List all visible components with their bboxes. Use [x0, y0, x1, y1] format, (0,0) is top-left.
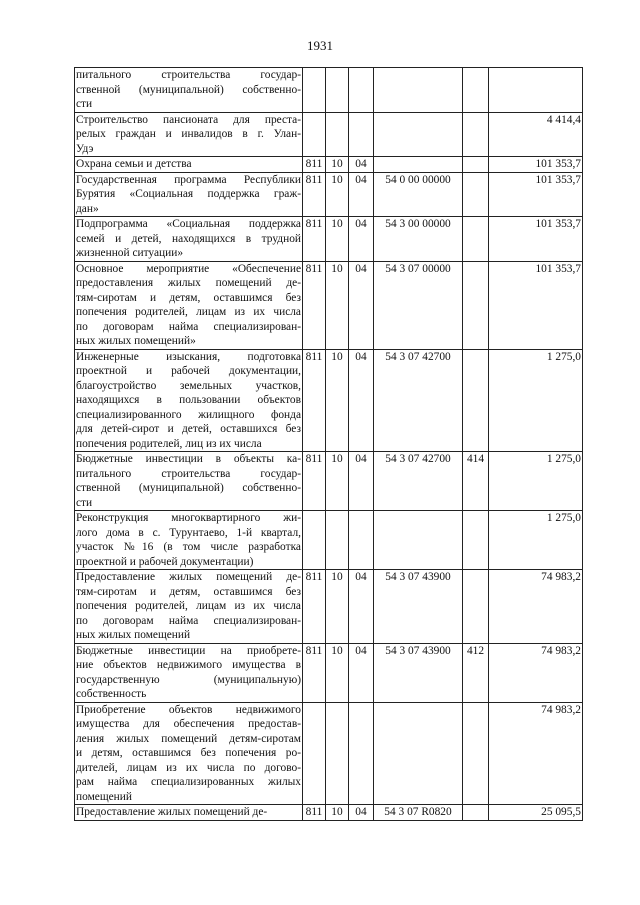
target-article-cell	[374, 511, 463, 570]
item-name-cell	[75, 452, 303, 511]
subsection-code-cell: 04	[349, 805, 374, 821]
table-row	[75, 112, 583, 157]
amount-cell: 1 275,0	[489, 452, 583, 511]
amount-cell: 101 353,7	[489, 172, 583, 217]
amount-cell: 1 275,0	[489, 511, 583, 570]
item-name-line: питального строительства государ-	[76, 467, 301, 480]
item-name-line: Предоставление жилых помещений де-	[76, 806, 268, 818]
amount-cell: 74 983,2	[489, 643, 583, 702]
section-code-cell: 10	[326, 570, 349, 644]
item-name-cell	[75, 112, 303, 157]
amount-cell	[489, 68, 583, 113]
section-code-cell: 10	[326, 172, 349, 217]
subsection-code-cell	[349, 702, 374, 805]
table-row	[75, 511, 583, 570]
admin-code-cell: 811	[303, 261, 326, 349]
item-name-line: сти	[76, 98, 93, 110]
item-name-line: дителей, лицам из их числа по догово-	[76, 761, 301, 774]
item-name-line: ных жилых помещений	[76, 629, 191, 641]
item-name-line: Подпрограмма «Социальная поддержка	[76, 218, 301, 230]
item-name-line: предоставления жилых помещений де-	[76, 277, 301, 289]
item-name-line: государственную (муниципальную)	[76, 673, 301, 686]
amount-cell: 74 983,2	[489, 570, 583, 644]
item-name-line: ственной (муниципальной) собственно-	[76, 482, 301, 494]
item-name-line: ственной (муниципальной) собственно-	[76, 83, 301, 96]
item-name-line: Предоставление жилых помещений де-	[76, 571, 301, 583]
amount-cell: 74 983,2	[489, 702, 583, 805]
expense-type-cell	[463, 68, 489, 113]
target-article-cell	[374, 157, 463, 173]
expense-type-cell	[463, 349, 489, 452]
admin-code-cell: 811	[303, 805, 326, 821]
budget-table-body	[75, 68, 583, 821]
item-name-line: ных жилых помещений»	[76, 335, 196, 347]
expense-type-cell	[463, 217, 489, 262]
admin-code-cell: 811	[303, 643, 326, 702]
subsection-code-cell: 04	[349, 157, 374, 173]
table-row	[75, 157, 583, 173]
page-number: 1931	[307, 38, 333, 53]
subsection-code-cell: 04	[349, 217, 374, 262]
section-code-cell: 10	[326, 349, 349, 452]
item-name-cell	[75, 68, 303, 113]
admin-code-cell	[303, 68, 326, 113]
section-code-cell: 10	[326, 805, 349, 821]
item-name-line: помещений	[76, 790, 132, 803]
item-name-cell	[75, 702, 303, 805]
admin-code-cell: 811	[303, 157, 326, 173]
item-name-cell	[75, 261, 303, 349]
item-name-line: имущества для обеспечения предостав-	[76, 718, 301, 730]
item-name-line: Охрана семьи и детства	[76, 158, 192, 170]
subsection-code-cell	[349, 511, 374, 570]
item-name-line: собственность	[76, 688, 147, 700]
item-name-line: проектной и рабочей документации,	[76, 365, 301, 377]
item-name-line: по договорам найма специализирован-	[76, 320, 301, 333]
target-article-cell	[374, 702, 463, 805]
item-name-line: Реконструкция многоквартирного жи-	[76, 512, 301, 524]
expense-type-cell: 412	[463, 643, 489, 702]
item-name-line: жизненной ситуации»	[76, 247, 184, 259]
item-name-line: релых граждан и инвалидов в г. Улан-	[76, 128, 301, 140]
item-name-cell	[75, 217, 303, 262]
amount-cell: 101 353,7	[489, 217, 583, 262]
section-code-cell: 10	[326, 261, 349, 349]
budget-table	[74, 67, 583, 821]
table-row	[75, 261, 583, 349]
subsection-code-cell: 04	[349, 349, 374, 452]
table-row	[75, 68, 583, 113]
subsection-code-cell	[349, 112, 374, 157]
subsection-code-cell	[349, 68, 374, 113]
table-row	[75, 805, 583, 821]
subsection-code-cell: 04	[349, 570, 374, 644]
table-row	[75, 172, 583, 217]
admin-code-cell: 811	[303, 172, 326, 217]
expense-type-cell	[463, 702, 489, 805]
item-name-cell	[75, 172, 303, 217]
section-code-cell	[326, 511, 349, 570]
section-code-cell: 10	[326, 452, 349, 511]
table-row	[75, 702, 583, 805]
item-name-line: Приобретение объектов недвижимого	[76, 703, 301, 716]
table-row	[75, 217, 583, 262]
amount-cell: 1 275,0	[489, 349, 583, 452]
admin-code-cell: 811	[303, 349, 326, 452]
target-article-cell	[374, 68, 463, 113]
item-name-line: рам найма специализированных жилых	[76, 776, 301, 788]
item-name-line: Строительство пансионата для преста-	[76, 113, 301, 126]
expense-type-cell: 414	[463, 452, 489, 511]
item-name-line: ления жилых помещений детям-сиротам	[76, 732, 301, 745]
item-name-line: специализированного жилищного фонда	[76, 408, 301, 421]
item-name-line: Основное мероприятие «Обеспечение	[76, 262, 301, 275]
section-code-cell: 10	[326, 217, 349, 262]
target-article-cell: 54 3 07 R0820	[374, 805, 463, 821]
admin-code-cell	[303, 702, 326, 805]
item-name-line: ние объектов недвижимого имущества в	[76, 659, 301, 671]
item-name-line: благоустройство земельных участков,	[76, 379, 301, 392]
expense-type-cell	[463, 511, 489, 570]
item-name-line: лого дома в с. Турунтаево, 1-й квартал,	[76, 526, 301, 539]
admin-code-cell: 811	[303, 217, 326, 262]
subsection-code-cell: 04	[349, 261, 374, 349]
admin-code-cell	[303, 112, 326, 157]
item-name-line: Бюджетные инвестиции в объекты ка-	[76, 453, 301, 465]
item-name-line: Инженерные изыскания, подготовка	[76, 350, 301, 363]
table-row	[75, 452, 583, 511]
amount-cell: 25 095,5	[489, 805, 583, 821]
item-name-line: проектной и рабочей документации)	[76, 555, 254, 568]
section-code-cell: 10	[326, 157, 349, 173]
item-name-line: Удэ	[76, 142, 94, 155]
item-name-line: питального строительства государ-	[76, 69, 301, 81]
item-name-line: участок №16 (в том числе разработка	[76, 541, 301, 553]
expense-type-cell	[463, 805, 489, 821]
item-name-cell	[75, 570, 303, 644]
subsection-code-cell: 04	[349, 172, 374, 217]
section-code-cell	[326, 112, 349, 157]
item-name-line: по договорам найма специализирован-	[76, 614, 301, 627]
admin-code-cell: 811	[303, 452, 326, 511]
item-name-cell	[75, 349, 303, 452]
item-name-cell	[75, 805, 303, 821]
item-name-line: для детей-сирот и детей, оставшихся без	[76, 423, 301, 435]
expense-type-cell	[463, 261, 489, 349]
amount-cell: 4 414,4	[489, 112, 583, 157]
subsection-code-cell: 04	[349, 643, 374, 702]
section-code-cell: 10	[326, 643, 349, 702]
item-name-line: сти	[76, 496, 93, 509]
target-article-cell: 54 3 07 00000	[374, 261, 463, 349]
target-article-cell: 54 3 00 00000	[374, 217, 463, 262]
item-name-cell	[75, 157, 303, 173]
section-code-cell	[326, 68, 349, 113]
item-name-line: тям-сиротам и детям, оставшимся без	[76, 585, 301, 598]
item-name-line: попечения родителей, лиц из их числа	[76, 437, 262, 450]
target-article-cell	[374, 112, 463, 157]
item-name-cell	[75, 511, 303, 570]
admin-code-cell: 811	[303, 570, 326, 644]
expense-type-cell	[463, 570, 489, 644]
expense-type-cell	[463, 157, 489, 173]
subsection-code-cell: 04	[349, 452, 374, 511]
item-name-line: находящихся в пользовании объектов	[76, 394, 301, 406]
table-row	[75, 349, 583, 452]
target-article-cell: 54 3 07 43900	[374, 643, 463, 702]
amount-cell: 101 353,7	[489, 157, 583, 173]
target-article-cell: 54 3 07 43900	[374, 570, 463, 644]
table-row	[75, 643, 583, 702]
item-name-line: Бурятия «Социальная поддержка граж-	[76, 188, 301, 200]
target-article-cell: 54 3 07 42700	[374, 452, 463, 511]
admin-code-cell	[303, 511, 326, 570]
target-article-cell: 54 0 00 00000	[374, 172, 463, 217]
item-name-cell	[75, 643, 303, 702]
item-name-line: тям-сиротам и детям, оставшимся без	[76, 291, 301, 304]
table-row	[75, 570, 583, 644]
item-name-line: попечения родителей, лицам из их числа	[76, 600, 301, 612]
item-name-line: дан»	[76, 202, 99, 215]
item-name-line: семей и детей, находящихся в трудной	[76, 232, 301, 245]
section-code-cell	[326, 702, 349, 805]
item-name-line: Бюджетные инвестиции на приобрете-	[76, 644, 301, 657]
item-name-line: Государственная программа Республики	[76, 173, 301, 186]
target-article-cell: 54 3 07 42700	[374, 349, 463, 452]
item-name-line: и детям, оставшимся без попечения ро-	[76, 747, 301, 759]
item-name-line: попечения родителей, лицам из их числа	[76, 306, 301, 318]
expense-type-cell	[463, 172, 489, 217]
amount-cell: 101 353,7	[489, 261, 583, 349]
expense-type-cell	[463, 112, 489, 157]
